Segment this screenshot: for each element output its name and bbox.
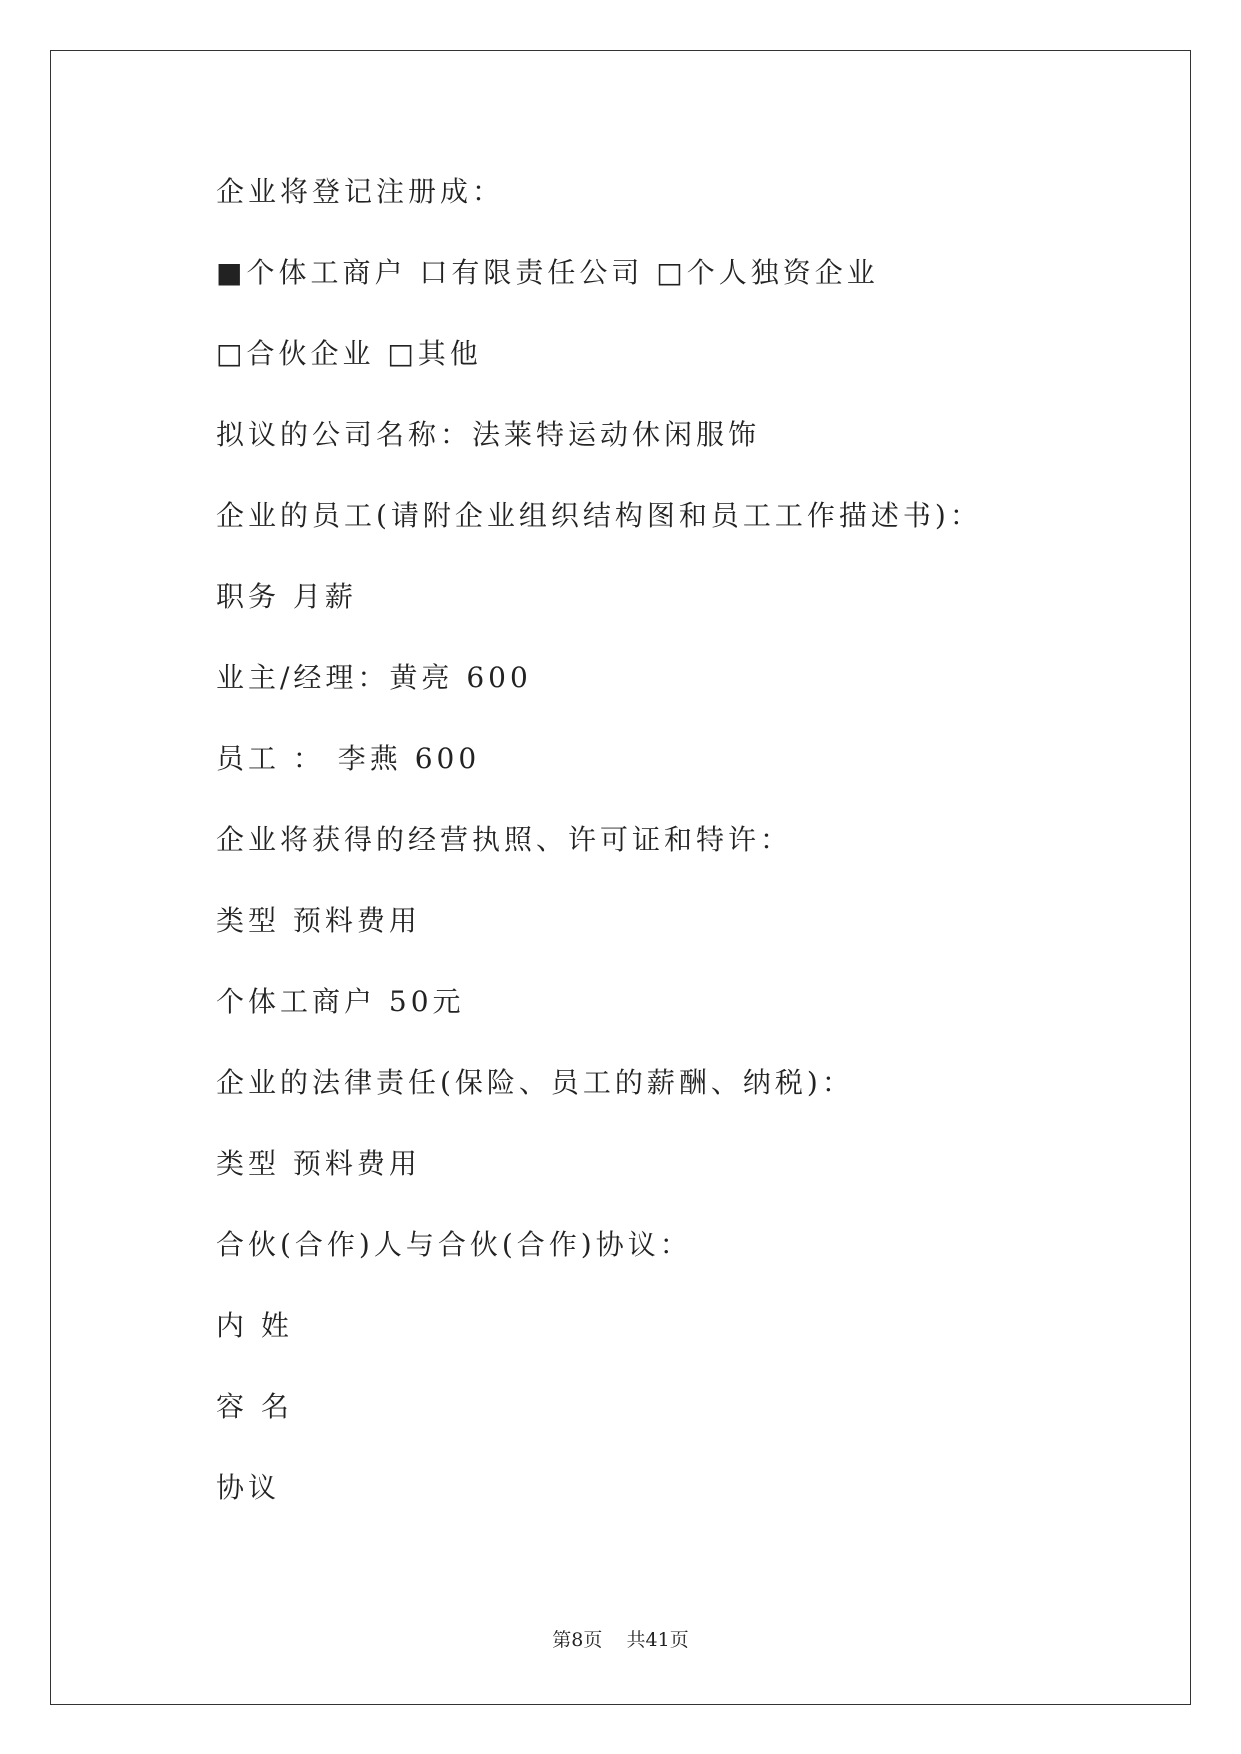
text-line: 个体工商户 50元 bbox=[216, 985, 465, 1018]
text-line: 容 名 bbox=[216, 1390, 293, 1423]
text-line: 企业的法律责任(保险、员工的薪酬、纳税)： bbox=[216, 1066, 854, 1099]
text-line: 拟议的公司名称：法莱特运动休闲服饰 bbox=[216, 418, 761, 451]
text-line: 企业的员工(请附企业组织结构图和员工工作描述书)： bbox=[216, 499, 982, 532]
text-line: 企业将登记注册成： bbox=[216, 175, 505, 208]
text-line: 企业将获得的经营执照、许可证和特许： bbox=[216, 823, 793, 856]
text-line: 类型 预料费用 bbox=[216, 1147, 421, 1180]
text-line: 员工 ： 李燕 600 bbox=[216, 742, 481, 775]
text-line: 协议 bbox=[216, 1471, 281, 1504]
text-line: ■个体工商户 口有限责任公司 □个人独资企业 bbox=[216, 256, 879, 289]
text-line: □合伙企业 □其他 bbox=[216, 337, 482, 370]
text-line: 职务 月薪 bbox=[216, 580, 357, 613]
page-number-footer: 第8页 共41页 bbox=[552, 1629, 689, 1651]
text-line: 合伙(合作)人与合伙(合作)协议： bbox=[216, 1228, 692, 1261]
text-line: 类型 预料费用 bbox=[216, 904, 421, 937]
text-line: 业主/经理：黄亮 600 bbox=[216, 661, 532, 694]
text-line: 内 姓 bbox=[216, 1309, 293, 1342]
document-body bbox=[216, 172, 1116, 1549]
